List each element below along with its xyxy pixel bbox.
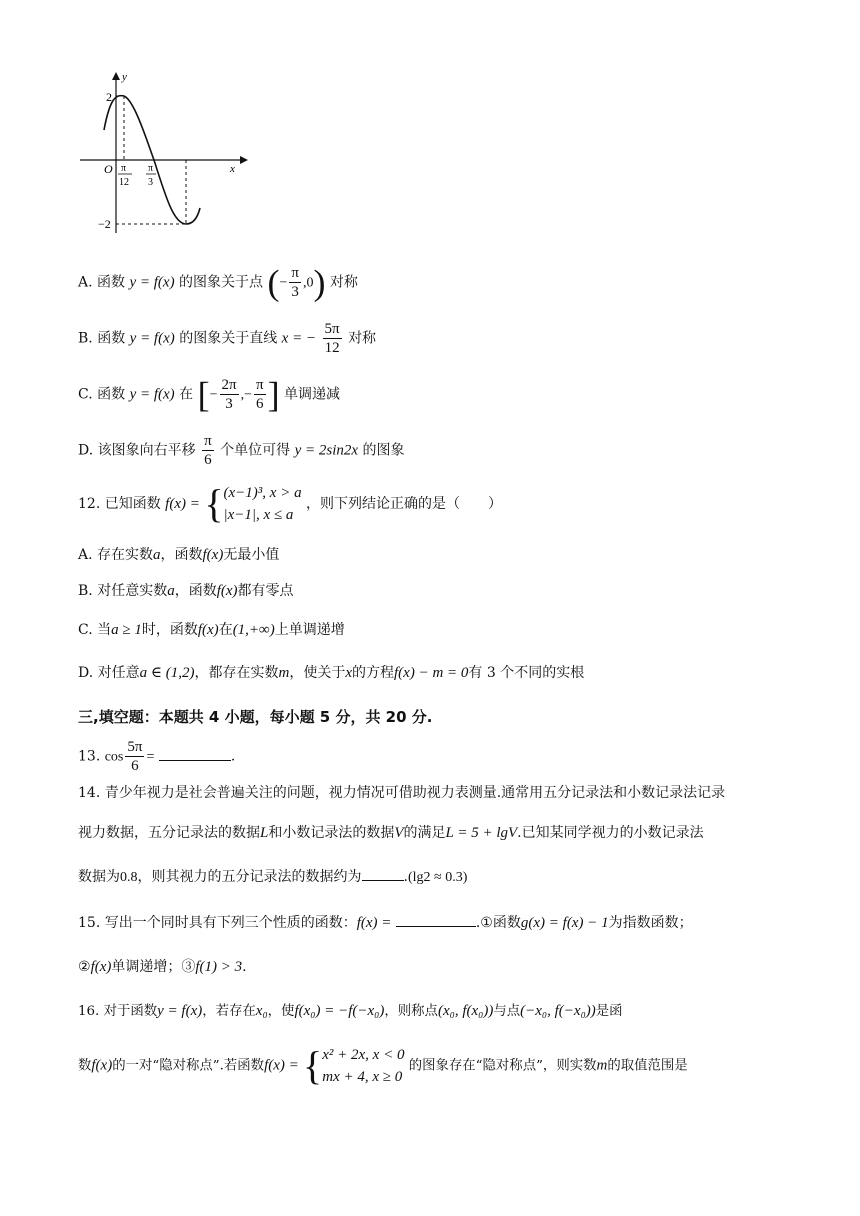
q15-line2: ②f(x)单调递增；③f(1) > 3. <box>78 959 247 975</box>
y-min-label: −2 <box>98 217 111 231</box>
q12-option-c: C. 当a ≥ 1时，函数f(x)在(1,+∞)上单调递增 <box>78 622 345 638</box>
q14-line2: 视力数据，五分记录法的数据L和小数记录法的数据V的满足L = 5 + lgV.已知某同学视力的小数记录法 <box>78 825 704 841</box>
section-heading: 三,填空题：本题共 4 小题，每小题 5 分，共 20 分. <box>78 708 433 726</box>
q14-line3: 数据为0.8，则其视力的五分记录法的数据约为 .(lg2 ≈ 0.3) <box>78 866 467 889</box>
q12-option-b: B. 对任意实数a，函数f(x)都有零点 <box>78 583 294 599</box>
q14-line1: 14. 青少年视力是社会普遍关注的问题，视力情况可借助视力表测量.通常用五分记录法和小数记录法记录 <box>78 785 726 801</box>
q16-line1: 16. 对于函数y = f(x)，若存在x₀，使f(x₀) = −f(−x₀)，则称点(x₀, f(x₀))与点(−x₀, f(−x₀))是函 <box>78 1003 623 1019</box>
q13-answer-blank[interactable] <box>159 746 231 761</box>
origin-label: O <box>104 162 113 176</box>
y-axis-arrow <box>112 72 120 80</box>
y-max-label: 2 <box>106 90 112 104</box>
q11-option-c: C. 函数 y = f(x) 在 [− $\frac{2\pi}{3}$ ,− $\frac{\pi}{6}$ ] 单调递减 <box>78 374 341 415</box>
q14-answer-blank[interactable] <box>362 866 404 881</box>
tick2-den: 3 <box>148 177 153 188</box>
tick1-num: π <box>121 163 127 174</box>
tick1-den: 12 <box>119 177 129 188</box>
tick2-num: π <box>148 163 154 174</box>
q11-option-d: D. 该图象向右平移 $\frac{\pi}{6}$ 个单位可得 y = 2sin2x 的图象 <box>78 433 405 468</box>
q16-line2: 数f(x)的一对“隐对称点”.若函数f(x) = { x² + 2x, x < 0 mx + 4, x ≥ 0 的图象存在“隐对称点”，则实数m的取值范围是 <box>78 1043 688 1088</box>
sine-graph <box>74 68 250 238</box>
q15-answer-blank[interactable] <box>396 912 476 927</box>
q11-option-a: A. 函数 y = f(x) 的图象关于点 (− $\frac{\pi}{3}$ ,0) 对称 <box>78 262 358 303</box>
q15-line1: 15. 写出一个同时具有下列三个性质的函数：f(x) = .①函数g(x) = f(x) − 1为指数函数； <box>78 912 693 934</box>
q11-option-b: B. 函数 y = f(x) 的图象关于直线 x = − $\frac{5\pi}{12}$ 对称 <box>78 321 377 356</box>
q12-option-d: D. 对任意a ∈ (1,2)，都存在实数m，使关于x的方程f(x) − m = 0有 3 个不同的实根 <box>78 665 585 681</box>
q12-stem: 12. 已知函数 f(x) = { (x−1)³, x > a |x−1|, x ≤ a ，则下列结论正确的是（ ） <box>78 481 503 526</box>
q13: 13. cos $\frac{5\pi}{6}$ = . <box>78 739 236 774</box>
x-label: x <box>230 163 235 175</box>
y-label: y <box>122 71 127 83</box>
x-axis-arrow <box>240 156 248 164</box>
q12-option-a: A. 存在实数a，函数f(x)无最小值 <box>78 547 280 563</box>
